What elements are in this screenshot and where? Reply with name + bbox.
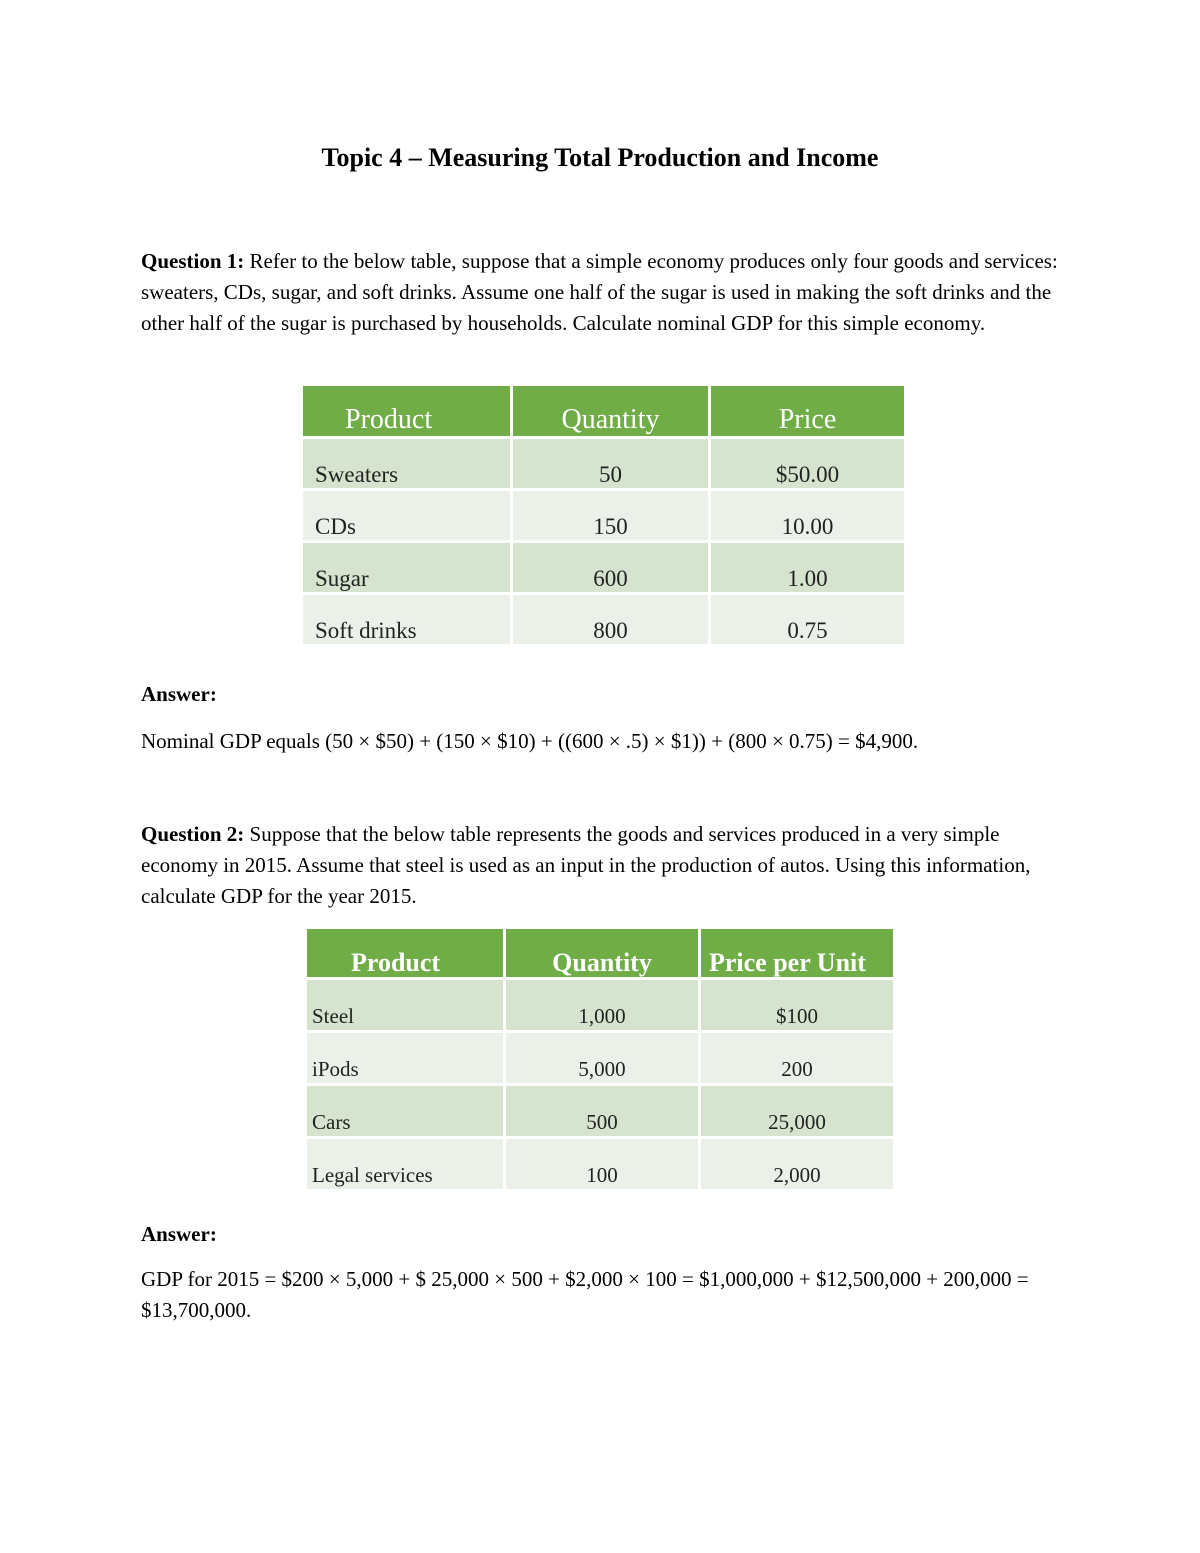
table-product-prices <box>303 386 904 644</box>
answer-1-label <box>141 679 1061 710</box>
table-row <box>307 1086 893 1139</box>
cell-quantity: 50 <box>513 439 711 491</box>
table-row <box>303 595 904 644</box>
question-1 <box>141 246 1061 339</box>
table-row <box>307 1033 893 1086</box>
cell-product: Sweaters <box>303 439 513 491</box>
cell-price: 200 <box>701 1033 893 1086</box>
question-2-text: Suppose that the below table represents the goods and services produced in a very simple economy in 2015. Assume that steel is used as an input in the production of autos. Using this information, calculate GDP for the year 2015. <box>141 822 1031 908</box>
cell-product: Sugar <box>303 543 513 595</box>
answer-1-label-text: Answer: <box>141 682 217 706</box>
cell-quantity: 500 <box>506 1086 701 1139</box>
cell-price: 25,000 <box>701 1086 893 1139</box>
cell-price: $100 <box>701 980 893 1033</box>
cell-product: CDs <box>303 491 513 543</box>
answer-2: GDP for 2015 = $200 × 5,000 + $ 25,000 × 500 + $2,000 × 100 = $1,000,000 + $12,500,000 + 200,000 = $13,700,000. <box>141 1267 1029 1322</box>
table-row <box>307 980 893 1033</box>
table-goods-services-2015 <box>307 929 893 1189</box>
column-header-price: Price <box>711 386 904 439</box>
page-title: Topic 4 – Measuring Total Production and Income <box>321 143 879 172</box>
cell-product: iPods <box>307 1033 506 1086</box>
cell-price: $50.00 <box>711 439 904 491</box>
table-row <box>303 543 904 595</box>
answer-1: Nominal GDP equals (50 × $50) + (150 × $10) + ((600 × .5) × $1)) + (800 × 0.75) = $4,900. <box>141 729 919 753</box>
column-header-quantity: Quantity <box>513 386 711 439</box>
cell-quantity: 150 <box>513 491 711 543</box>
cell-price: 10.00 <box>711 491 904 543</box>
cell-price: 1.00 <box>711 543 904 595</box>
column-header-product: Product <box>303 386 513 439</box>
column-header-product: Product <box>307 929 506 980</box>
question-1-label: Question 1: <box>141 249 245 273</box>
cell-product: Legal services <box>307 1139 506 1189</box>
cell-quantity: 800 <box>513 595 711 644</box>
table-row <box>307 1139 893 1189</box>
cell-product: Soft drinks <box>303 595 513 644</box>
column-header-quantity: Quantity <box>506 929 701 980</box>
cell-price: 0.75 <box>711 595 904 644</box>
cell-product: Steel <box>307 980 506 1033</box>
cell-quantity: 100 <box>506 1139 701 1189</box>
question-1-text: Refer to the below table, suppose that a simple economy produces only four goods and services: sweaters, CDs, sugar, and soft drinks. Assume one half of the sugar is used in making the soft drinks and the other half of the sugar is purchased by households. Calculate nominal GDP for this simple economy. <box>141 249 1058 335</box>
column-header-price-per-unit: Price per Unit <box>701 929 893 980</box>
table-header-row <box>303 386 904 439</box>
table-row <box>303 439 904 491</box>
cell-product: Cars <box>307 1086 506 1139</box>
cell-quantity: 600 <box>513 543 711 595</box>
question-2 <box>141 819 1061 912</box>
question-2-label: Question 2: <box>141 822 245 846</box>
table-row <box>303 491 904 543</box>
cell-quantity: 1,000 <box>506 980 701 1033</box>
answer-2-label-text: Answer: <box>141 1222 217 1246</box>
cell-quantity: 5,000 <box>506 1033 701 1086</box>
table-header-row <box>307 929 893 980</box>
cell-price: 2,000 <box>701 1139 893 1189</box>
answer-2-label <box>141 1219 1061 1250</box>
